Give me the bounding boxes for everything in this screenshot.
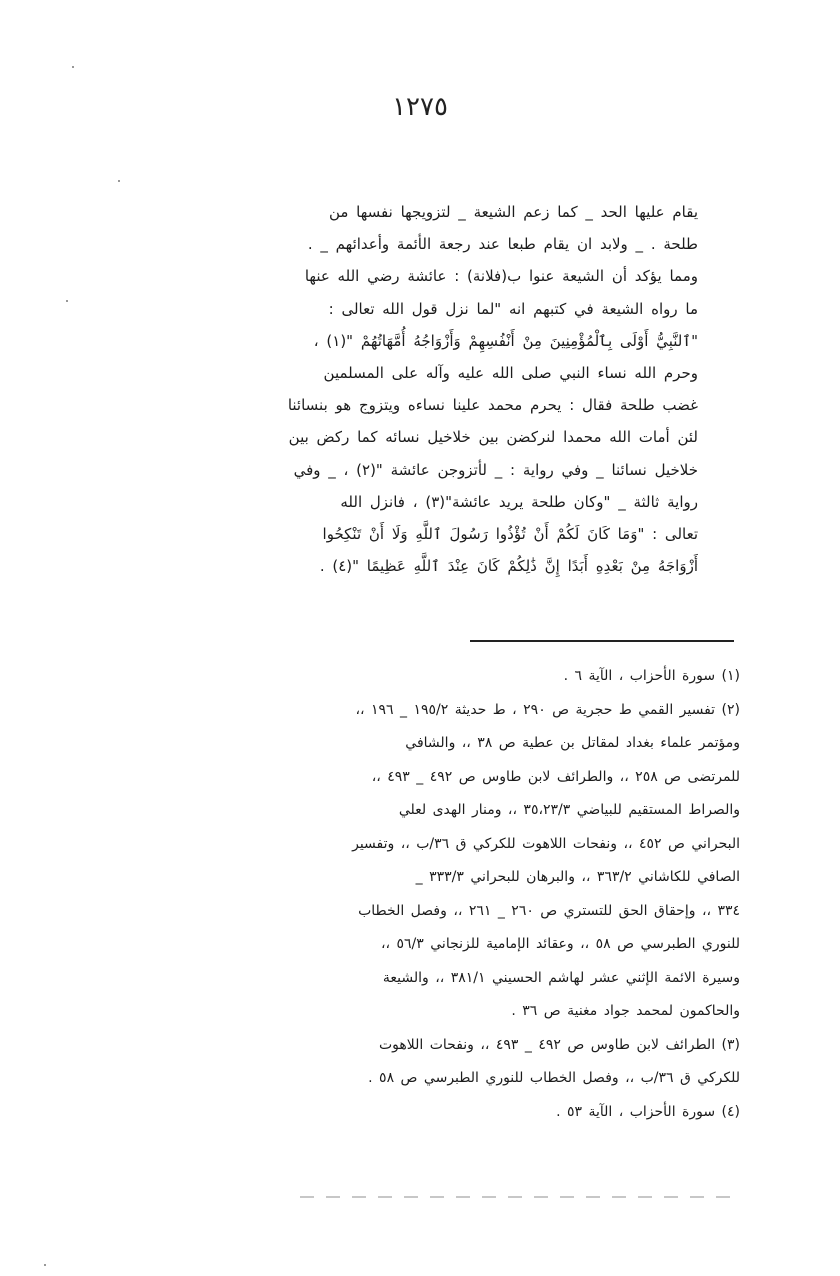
body-line: لئن أمات الله محمدا لنركضن بين خلاخيل نسائه كما ركض بين [288, 428, 698, 447]
body-line: خلاخيل نسائنا _ وفي رواية : _ لأتزوجن عائشة "(٢) ، _ وفي [293, 460, 698, 479]
quran-quote-line: تعالى : "وَمَا كَانَ لَكُمْ أَنْ تُؤْذُوا رَسُولَ ٱللَّهِ وَلَا أَنْ تَنْكِحُوا [322, 525, 698, 544]
body-line: ما رواه الشيعة في كتبهم انه "لما نزل قول الله تعالى : [328, 299, 698, 318]
body-line: رواية ثالثة _ "وكان طلحة يريد عائشة"(٣) ، فانزل الله [340, 492, 698, 511]
body-line: وحرم الله نساء النبي صلى الله عليه وآله على المسلمين [323, 364, 698, 383]
footnote-line: (٤) سورة الأحزاب ، الآية ٥٣ . [556, 1103, 740, 1120]
footnote-line: (٢) تفسير القمي ط حجرية ص ٢٩٠ ، ط حديثة ١٩٥/٢ _ ١٩٦ ،، [355, 701, 740, 718]
scan-speck [118, 180, 120, 182]
footnote-line: (٣) الطرائف لابن طاوس ص ٤٩٢ _ ٤٩٣ ،، ونفحات اللاهوت [378, 1036, 740, 1053]
footnote-line: الصافي للكاشاني ٣٦٣/٢ ،، والبرهان للبحراني ٣٣٣/٣ _ [415, 869, 740, 885]
body-line: ومما يؤكد أن الشيعة عنوا ب(فلانة) : عائشة رضي الله عنها [304, 267, 698, 286]
footnote-line: للنوري الطبرسي ص ٥٨ ،، وعقائد الإمامية للزنجاني ٥٦/٣ ،، [381, 936, 740, 952]
footnote-divider [470, 640, 734, 642]
body-line: طلحة . _ ولابد ان يقام طبعا عند رجعة الأئمة وأعدائهم _ . [307, 235, 698, 254]
scan-speck [72, 66, 74, 68]
footnote-line: ٣٣٤ ،، وإحقاق الحق للتستري ص ٢٦٠ _ ٢٦١ ،، وفصل الخطاب [358, 902, 740, 919]
scan-speck [44, 1264, 46, 1266]
body-line: يقام عليها الحد _ كما زعم الشيعة _ لتزويجها نفسها من [328, 203, 698, 221]
footnote-line: للكركي ق ٣٦/ب ،، وفصل الخطاب للنوري الطبرسي ص ٥٨ . [368, 1070, 740, 1086]
footnote-line: للمرتضى ص ٢٥٨ ،، والطرائف لابن طاوس ص ٤٩٢ _ ٤٩٣ ،، [371, 768, 740, 785]
main-body-text [150, 196, 698, 582]
scan-speck [66, 300, 68, 302]
footnote-line: وسيرة الائمة الإثني عشر لهاشم الحسيني ٣٨١/١ ،، والشيعة [382, 969, 740, 986]
footnote-line: البحراني ص ٤٥٢ ،، ونفحات اللاهوت للكركي ق ٣٦/ب ،، وتفسير [352, 835, 740, 852]
footnote-line: والحاكمون لمحمد جواد مغنية ص ٣٦ . [511, 1003, 740, 1019]
footnote-line: والصراط المستقيم للبياضي ٣٥،٢٣/٣ ،، ومنار الهدى لعلي [398, 802, 740, 818]
quran-quote-line: "ٱلنَّبِيُّ أَوْلَى بِٱلْمُؤْمِنِينَ مِنْ أَنْفُسِهِمْ وَأَزْوَاجُهُ أُمَّهَاتُهُمْ "(١) ، [313, 331, 698, 350]
quran-quote-line: أَزْوَاجَهُ مِنْ بَعْدِهِ أَبَدًا إِنَّ ذَٰلِكُمْ كَانَ عِنْدَ ٱللَّهِ عَظِيمًا "(٤) . [319, 557, 698, 576]
footnote-line: ومؤتمر علماء بغداد لمقاتل بن عطية ص ٣٨ ،، والشافي [405, 735, 740, 751]
page-number: ١٢٧٥ [392, 92, 448, 122]
footnotes-section [150, 660, 740, 1129]
scan-edge-noise [300, 1196, 730, 1198]
body-line: غضب طلحة فقال : يحرم محمد علينا نساءه ويتزوج هو بنسائنا [287, 396, 698, 415]
footnote-line: (١) سورة الأحزاب ، الآية ٦ . [563, 668, 740, 684]
